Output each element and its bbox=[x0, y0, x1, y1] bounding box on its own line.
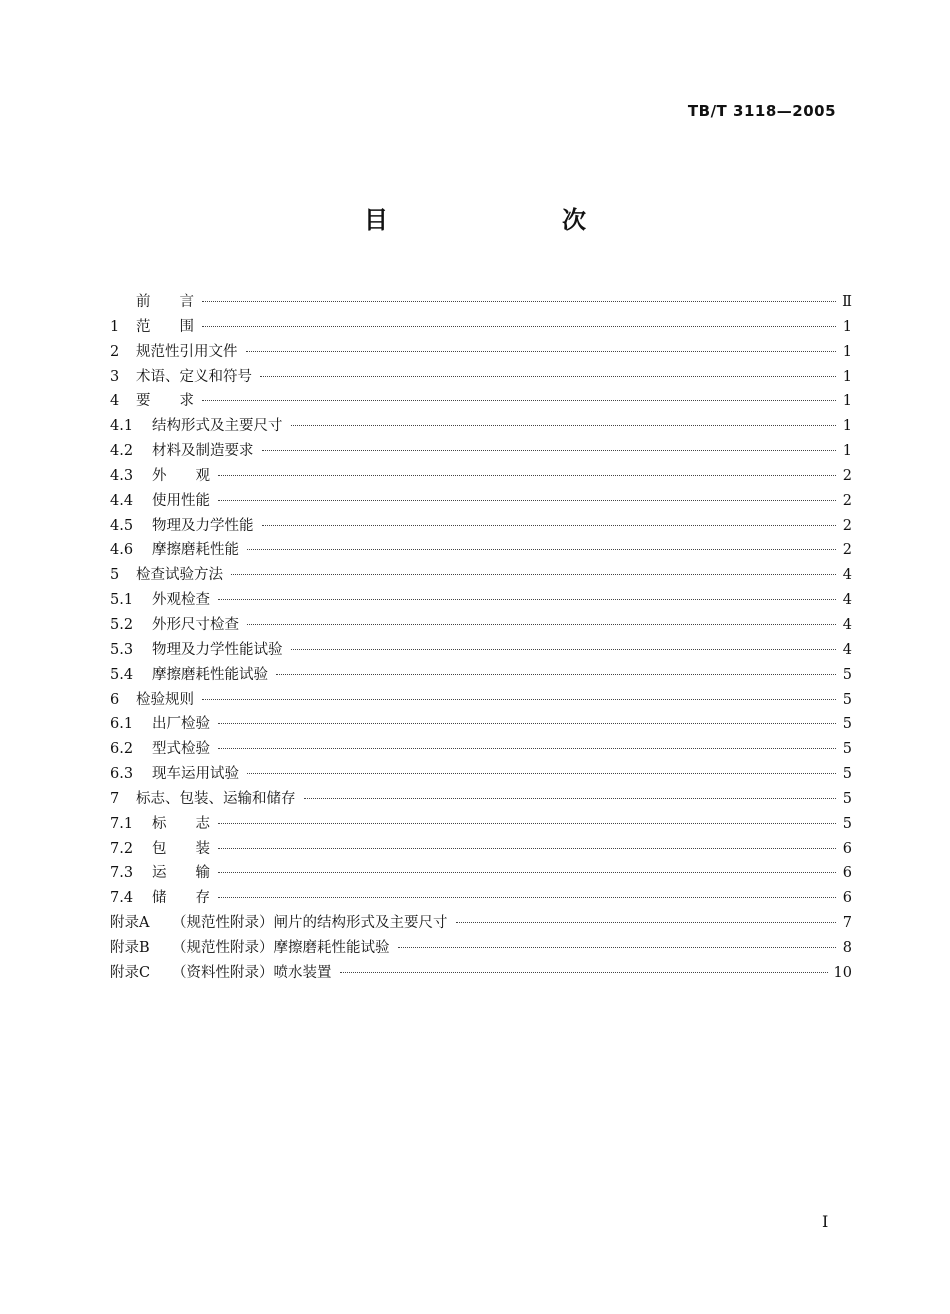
dot-leader bbox=[231, 574, 836, 575]
toc-entry[interactable] bbox=[110, 911, 852, 936]
toc-entry-page: 7 bbox=[842, 915, 852, 932]
toc-entry-number: 2 bbox=[110, 343, 120, 360]
dot-leader bbox=[398, 947, 837, 948]
toc-entry[interactable] bbox=[110, 936, 852, 961]
toc-entry[interactable] bbox=[110, 588, 852, 613]
dot-leader bbox=[202, 326, 836, 327]
toc-entry-number: 4.3 bbox=[110, 467, 134, 484]
toc-entry[interactable] bbox=[110, 414, 852, 439]
toc-entry[interactable] bbox=[110, 538, 852, 563]
toc-entry-page: 1 bbox=[842, 368, 852, 385]
dot-leader bbox=[218, 872, 836, 873]
toc-entry-label: 标 志 bbox=[152, 815, 210, 832]
toc-entry-label: 外观检查 bbox=[152, 592, 210, 609]
toc-entry-page: 5 bbox=[842, 815, 852, 832]
toc-entry-label: （规范性附录）摩擦磨耗性能试验 bbox=[172, 939, 390, 956]
toc-entry-page: 5 bbox=[842, 741, 852, 758]
dot-leader bbox=[218, 723, 836, 724]
toc-entry-page: 1 bbox=[842, 343, 852, 360]
toc-entry[interactable] bbox=[110, 737, 852, 762]
toc-entry-label: 摩擦磨耗性能试验 bbox=[152, 666, 268, 683]
toc-entry-number: 5.2 bbox=[110, 616, 134, 633]
dot-leader bbox=[202, 699, 836, 700]
dot-leader bbox=[260, 376, 836, 377]
toc-entry-number: 4 bbox=[110, 393, 120, 410]
toc-entry-number: 附录B bbox=[110, 939, 150, 956]
toc-entry-number: 7.2 bbox=[110, 840, 134, 857]
toc-entry[interactable] bbox=[110, 514, 852, 539]
dot-leader bbox=[247, 624, 836, 625]
toc-entry-page: 8 bbox=[842, 939, 852, 956]
dot-leader bbox=[304, 798, 837, 799]
toc-entry-label: 规范性引用文件 bbox=[136, 343, 238, 360]
toc-entry-number: 4.4 bbox=[110, 492, 134, 509]
toc-entry-number: 附录C bbox=[110, 964, 151, 981]
toc-entry-label: 物理及力学性能 bbox=[152, 517, 254, 534]
toc-entry-label: 储 存 bbox=[152, 890, 210, 907]
toc-entry-label: 使用性能 bbox=[152, 492, 210, 509]
toc-entry[interactable] bbox=[110, 290, 852, 315]
toc-entry[interactable] bbox=[110, 812, 852, 837]
toc-entry-number: 6.2 bbox=[110, 741, 134, 758]
toc-entry-label: 要 求 bbox=[136, 393, 194, 410]
toc-entry[interactable] bbox=[110, 688, 852, 713]
toc-entry-page: 2 bbox=[842, 467, 852, 484]
toc-entry[interactable] bbox=[110, 861, 852, 886]
table-of-contents bbox=[110, 290, 852, 986]
dot-leader bbox=[218, 897, 836, 898]
toc-entry[interactable] bbox=[110, 489, 852, 514]
toc-entry[interactable] bbox=[110, 712, 852, 737]
toc-entry-label: 外 观 bbox=[152, 467, 210, 484]
toc-entry-page: 6 bbox=[842, 890, 852, 907]
toc-entry-label: （资料性附录）喷水装置 bbox=[172, 964, 332, 981]
toc-entry-number: 6.1 bbox=[110, 716, 134, 733]
toc-entry-number: 5 bbox=[110, 567, 120, 584]
toc-entry-number: 4.6 bbox=[110, 542, 134, 559]
toc-entry-page: 4 bbox=[842, 592, 852, 609]
toc-entry-number: 4.2 bbox=[110, 443, 134, 460]
toc-entry-label: （规范性附录）闸片的结构形式及主要尺寸 bbox=[172, 915, 448, 932]
toc-entry-page: 1 bbox=[842, 393, 852, 410]
dot-leader bbox=[218, 599, 836, 600]
toc-entry-page: 4 bbox=[842, 641, 852, 658]
dot-leader bbox=[246, 351, 837, 352]
toc-entry-page: 5 bbox=[842, 716, 852, 733]
toc-entry-page: 1 bbox=[842, 443, 852, 460]
toc-entry-page: 4 bbox=[842, 567, 852, 584]
dot-leader bbox=[456, 922, 837, 923]
toc-entry-label: 摩擦磨耗性能 bbox=[152, 542, 239, 559]
dot-leader bbox=[291, 425, 837, 426]
toc-entry-label: 现车运用试验 bbox=[152, 766, 239, 783]
dot-leader bbox=[218, 500, 836, 501]
toc-entry-page: 2 bbox=[842, 542, 852, 559]
toc-entry-label: 材料及制造要求 bbox=[152, 443, 254, 460]
toc-entry[interactable] bbox=[110, 762, 852, 787]
toc-entry-page: 1 bbox=[842, 418, 852, 435]
dot-leader bbox=[218, 848, 836, 849]
toc-entry-label: 包 装 bbox=[152, 840, 210, 857]
toc-entry-page: 2 bbox=[842, 517, 852, 534]
toc-entry[interactable] bbox=[110, 389, 852, 414]
dot-leader bbox=[247, 549, 836, 550]
toc-entry[interactable] bbox=[110, 439, 852, 464]
toc-entry-number: 5.3 bbox=[110, 641, 134, 658]
toc-entry-page: 1 bbox=[842, 318, 852, 335]
toc-entry-label: 出厂检验 bbox=[152, 716, 210, 733]
toc-entry-number: 5.1 bbox=[110, 592, 134, 609]
dot-leader bbox=[202, 400, 836, 401]
toc-entry-page: Ⅱ bbox=[842, 294, 852, 310]
toc-entry-number: 4.1 bbox=[110, 418, 134, 435]
toc-entry-page: 4 bbox=[842, 616, 852, 633]
toc-entry-number: 7.1 bbox=[110, 815, 134, 832]
toc-entry-number: 6.3 bbox=[110, 766, 134, 783]
toc-entry[interactable] bbox=[110, 663, 852, 688]
toc-entry-page: 5 bbox=[842, 666, 852, 683]
toc-entry[interactable] bbox=[110, 315, 852, 340]
document-code: TB/T 3118—2005 bbox=[687, 102, 836, 120]
toc-entry-label: 物理及力学性能试验 bbox=[152, 641, 283, 658]
toc-entry-number: 3 bbox=[110, 368, 120, 385]
toc-entry[interactable] bbox=[110, 886, 852, 911]
dot-leader bbox=[340, 972, 828, 973]
toc-entry-number: 4.5 bbox=[110, 517, 134, 534]
toc-entry-number: 7 bbox=[110, 790, 120, 807]
dot-leader bbox=[262, 525, 837, 526]
toc-entry-label: 运 输 bbox=[152, 865, 210, 882]
dot-leader bbox=[262, 450, 837, 451]
toc-entry-label: 标志、包装、运输和储存 bbox=[136, 790, 296, 807]
toc-entry-label: 范 围 bbox=[136, 318, 194, 335]
toc-entry-label: 检查试验方法 bbox=[136, 567, 223, 584]
toc-entry-number: 附录A bbox=[110, 915, 150, 932]
page-title: 目 次 bbox=[364, 206, 628, 234]
toc-entry-number: 6 bbox=[110, 691, 120, 708]
toc-entry-label: 外形尺寸检查 bbox=[152, 616, 239, 633]
toc-entry-page: 6 bbox=[842, 840, 852, 857]
toc-entry-page: 6 bbox=[842, 865, 852, 882]
toc-entry-page: 2 bbox=[842, 492, 852, 509]
dot-leader bbox=[276, 674, 836, 675]
toc-entry[interactable] bbox=[110, 787, 852, 812]
toc-entry-page: 5 bbox=[842, 766, 852, 783]
dot-leader bbox=[218, 475, 836, 476]
toc-entry-number: 7.4 bbox=[110, 890, 134, 907]
page-number: I bbox=[822, 1212, 829, 1231]
toc-entry-number: 7.3 bbox=[110, 865, 134, 882]
toc-entry[interactable] bbox=[110, 340, 852, 365]
dot-leader bbox=[247, 773, 836, 774]
toc-entry-label: 检验规则 bbox=[136, 691, 194, 708]
dot-leader bbox=[291, 649, 837, 650]
dot-leader bbox=[202, 301, 836, 302]
toc-entry[interactable] bbox=[110, 563, 852, 588]
toc-entry[interactable] bbox=[110, 613, 852, 638]
toc-entry[interactable] bbox=[110, 365, 852, 390]
toc-entry[interactable] bbox=[110, 464, 852, 489]
toc-entry-label: 型式检验 bbox=[152, 741, 210, 758]
toc-entry-label: 术语、定义和符号 bbox=[136, 368, 252, 385]
toc-entry-number: 1 bbox=[110, 318, 120, 335]
toc-entry-page: 5 bbox=[842, 790, 852, 807]
dot-leader bbox=[218, 823, 836, 824]
toc-entry[interactable] bbox=[110, 638, 852, 663]
toc-entry[interactable] bbox=[110, 837, 852, 862]
toc-entry-label: 前 言 bbox=[136, 294, 194, 310]
toc-entry-number: 5.4 bbox=[110, 666, 134, 683]
toc-entry-page: 10 bbox=[833, 964, 852, 981]
toc-entry-label: 结构形式及主要尺寸 bbox=[152, 418, 283, 435]
dot-leader bbox=[218, 748, 836, 749]
toc-entry-page: 5 bbox=[842, 691, 852, 708]
toc-entry[interactable] bbox=[110, 961, 852, 986]
